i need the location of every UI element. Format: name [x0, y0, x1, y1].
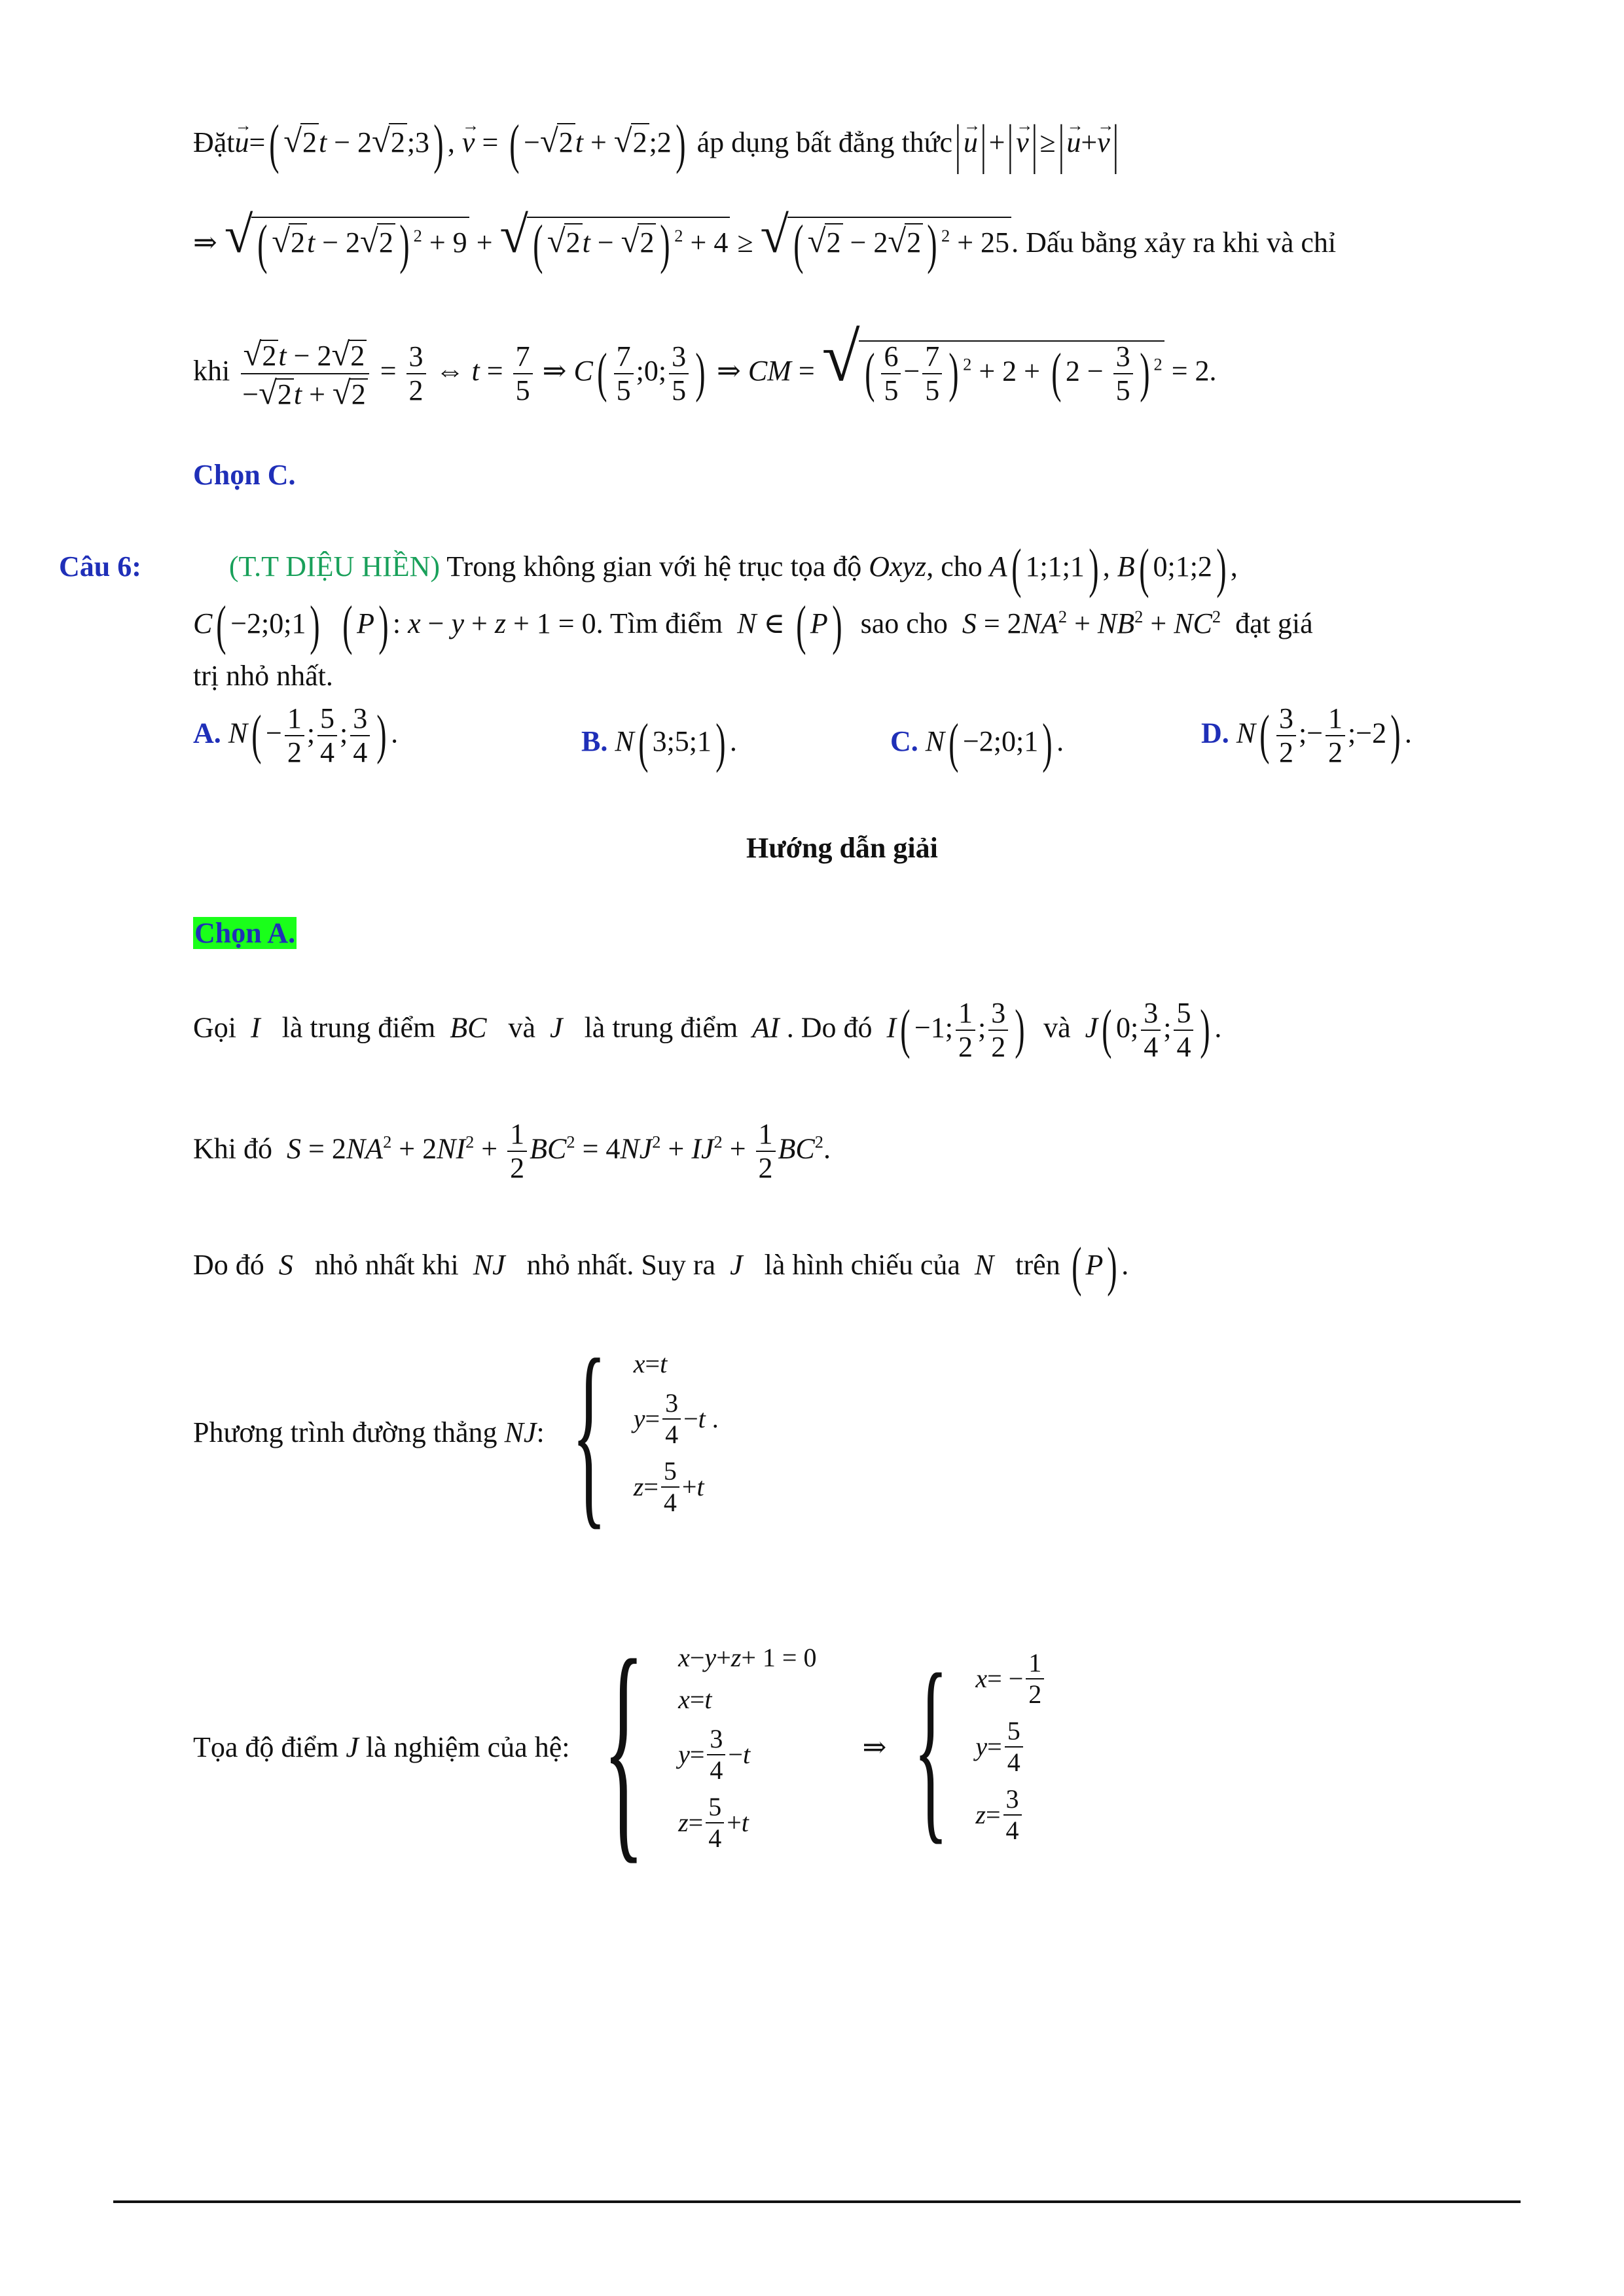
- option-b-label: B.: [581, 725, 608, 757]
- option-d-label: D.: [1201, 717, 1229, 749]
- tren-text: trên: [1015, 1248, 1060, 1281]
- do-do-1: . Do đó: [786, 1011, 873, 1044]
- line-dat-vectors: Đặt→ u=( √2t − 2√2;3) , → v = ( −√2t + √2;2) áp dụng bất đẳng thức|→ u|+|→ v|≥|→ u+→ v|: [193, 118, 1121, 173]
- la-trung-diem-1: là trung điểm: [281, 1011, 436, 1044]
- option-b[interactable]: B. N( 3;5;1) .: [581, 713, 737, 774]
- question-cho: , cho: [926, 550, 983, 583]
- footer-rule: [113, 2200, 1521, 2203]
- option-a[interactable]: A. N( − $\frac{1}{2}$ ; $\frac{5}{4}$ ; $\frac{3}{4}$ ) .: [193, 702, 399, 769]
- question-tim: . Tìm điểm: [596, 607, 723, 639]
- question-intro: Trong không gian với hệ trục tọa độ: [446, 550, 862, 583]
- question-sao-cho: sao cho: [860, 607, 948, 639]
- va-1: và: [508, 1011, 536, 1044]
- la-trung-diem-2: là trung điểm: [584, 1011, 738, 1044]
- solution-line-equation: Phương trình đường thẳng NJ : { x = t y = $\frac{3}{4}$ − t . z = $\frac{5}{4}$ + t: [193, 1317, 719, 1547]
- solution-line-khi-do: Khi đó $S = 2NA^2 + 2NI^2$ + $\frac{1}{2}$ $BC^2 = 4NJ^2 + IJ^2$ + $\frac{1}{2}$ $BC^2$.: [193, 1118, 831, 1185]
- phuong-trinh-text: Phương trình đường thẳng: [193, 1416, 497, 1448]
- answer-chon-a: [193, 915, 297, 951]
- la-hinh-chieu: là hình chiếu của: [764, 1248, 960, 1281]
- question-dat-gia: đạt giá: [1235, 607, 1313, 639]
- khi-do-text: Khi đó: [193, 1132, 272, 1165]
- question-label: Câu 6:: [59, 550, 141, 583]
- ap-dung-text: áp dụng bất đẳng thức: [696, 126, 953, 158]
- toa-do-text: Tọa độ điểm: [193, 1731, 339, 1763]
- option-d[interactable]: D. N( $\frac{3}{2}$ ;− $\frac{1}{2}$ ;−2) .: [1201, 702, 1412, 769]
- nho-nhat-khi: nhỏ nhất khi: [314, 1248, 459, 1281]
- question-line-3: [193, 658, 333, 694]
- dat-label: Đặt: [193, 126, 235, 158]
- line-inequality: ⇒ √( √2t − 2√2 ) $^2$ + 9 + √( √2t − √2 ) $^2$ + 4 ≥ √( √2 − 2√2 ) $^2$ + 25. Dấu bằng xảy ra khi và chỉ: [193, 206, 1337, 276]
- solution-line-projection: Do đó S nhỏ nhất khi NJ nhỏ nhất. Suy ra J là hình chiếu của N trên ( P) .: [193, 1237, 1129, 1297]
- question-line-1: Câu 6: (T.T DIỆU HIỀN) Trong không gian với hệ trục tọa độ Oxyz, cho A( 1;1;1) , B( 0;1;2) ,: [59, 539, 1238, 599]
- goi-text: Gọi: [193, 1011, 236, 1044]
- nho-nhat-suy-ra: nhỏ nhất. Suy ra: [526, 1248, 716, 1281]
- option-a-label: A.: [193, 717, 221, 749]
- question-source: (T.T DIỆU HIỀN): [228, 550, 441, 583]
- option-c-label: C.: [890, 725, 918, 757]
- answer-chon-c: Chọn C.: [193, 459, 296, 491]
- question-line-2: C( −2;0;1) ( P) : x − y + z + 1 = 0. Tìm điểm N ∈ ( P) sao cho $S = 2NA^2 + NB^2 + NC^2$ đạt giá: [193, 596, 1313, 656]
- solution-line-system: Tọa độ điểm J là nghiệm của hệ: { x − y + z + 1 = 0 x = t y = $\frac{3}{4}$ − t z = $\frac{5}{4}$ + t ⇒ { x = − $\frac{1}{2}$ y = $\frac{5}{4}$ z = $\frac{3}{4}$: [193, 1623, 1047, 1871]
- solution-heading: Hướng dẫn giải: [746, 832, 938, 864]
- dau-bang-text: Dấu bằng xảy ra khi và chỉ: [1026, 226, 1337, 259]
- answer-chon-a-label: Chọn A.: [194, 917, 296, 949]
- option-c[interactable]: C. N( −2;0;1) .: [890, 713, 1064, 774]
- line-equality-case: khi $\frac{√2t - 2√2}{-√2t + √2}$ = $\frac{3}{2}$ ⇔ t = $\frac{7}{5}$ ⇒ C( $\frac{7}{5}$ ;0; $\frac{3}{5}$ ) ⇒ CM = √( $\frac{6}{5}$ − $\frac{7}{5}$ ) $^2$ + 2 + ( 2 − $\frac{3}{5}$ ) $^2$ = 2.: [193, 319, 1217, 411]
- va-2: và: [1043, 1011, 1071, 1044]
- solution-line-goi: Gọi I là trung điểm BC và J là trung điểm AI . Do đó I( −1; $\frac{1}{2}$ ; $\frac{3}{2}$ ) và J( 0; $\frac{3}{4}$ ; $\frac{5}{4}$ ) .: [193, 997, 1222, 1064]
- khi-label: khi: [193, 355, 230, 387]
- la-nghiem-text: là nghiệm của hệ:: [365, 1731, 570, 1763]
- do-do-2: Do đó: [193, 1248, 264, 1281]
- question-tri-nho-nhat: trị nhỏ nhất.: [193, 660, 333, 692]
